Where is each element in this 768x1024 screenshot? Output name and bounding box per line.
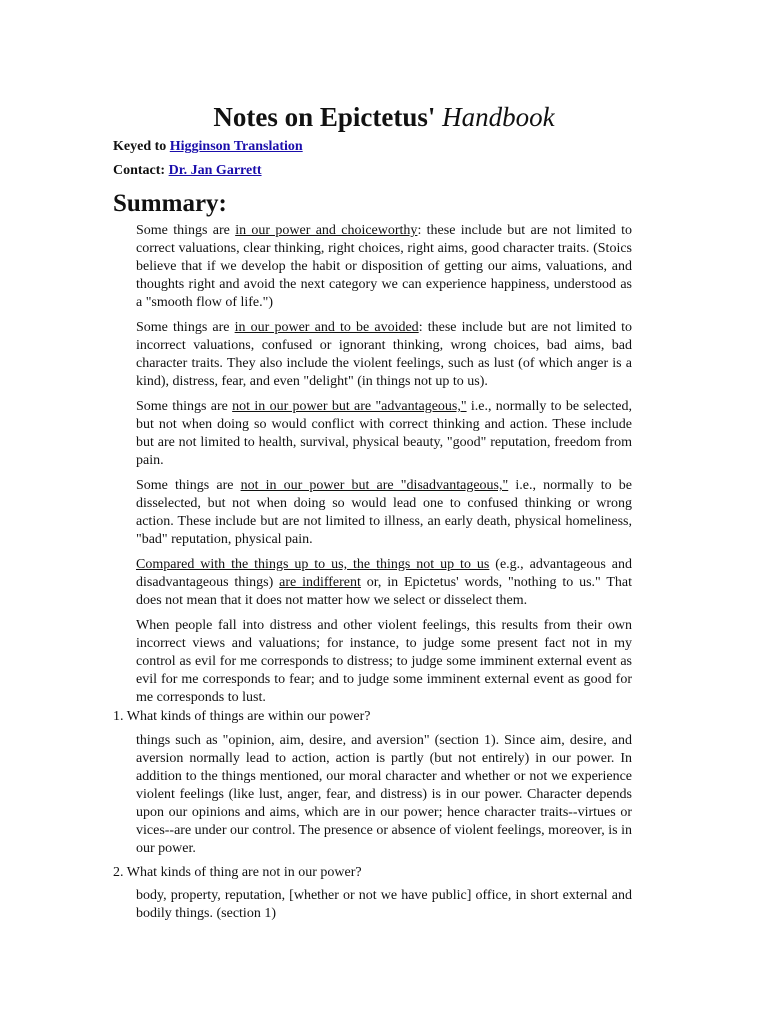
summary-heading: Summary:: [113, 190, 227, 217]
contact-line: [113, 163, 262, 179]
contact-label: Contact:: [113, 163, 166, 178]
answer-2: [136, 887, 632, 930]
summary-paragraph: [136, 477, 632, 549]
question-1: 1. What kinds of things are within our power?: [113, 709, 371, 724]
underlined-phrase: not in our power but are "advantageous,": [232, 399, 467, 414]
underlined-phrase: in our power and to be avoided: [234, 320, 419, 335]
summary-paragraph: [136, 556, 632, 610]
paragraph-text: : these include but are not limited to incorrect valuations, confused or ignorant thinking, wrong choices, bad aims, bad character traits. They also include the violent feelings, such as lust (of which anger is a kind), distress, fear, and even "delight" (in things not up to us).: [136, 320, 632, 389]
summary-paragraph: [136, 398, 632, 470]
paragraph-text: Some things are: [136, 223, 236, 238]
paragraph-text: i.e., normally to be disselected, but not when doing so would lead one to confused thinking or wrong action. These include but are not limited to illness, an early death, physical homeliness, "bad" reputation, physical pain.: [136, 478, 632, 547]
paragraph-text: (e.g., advantageous and disadvantageous things): [136, 557, 632, 590]
paragraph-text: : these include but are not limited to correct valuations, clear thinking, right choices, right aims, good character traits. (Stoics believe that if we develop the habit or disposition of getting our aims, valuations, and thoughts right and avoid the next category we can experience happiness, understood as a "smooth flow of life."): [136, 223, 632, 310]
keyed-label: Keyed to: [113, 139, 167, 154]
paragraph-text: Some things are: [136, 320, 235, 335]
underlined-phrase: are indifferent: [279, 575, 361, 590]
answer-text: things such as "opinion, aim, desire, and aversion" (section 1). Since aim, desire, and aversion normally lead to action, action is partly (but not entirely) in our power. In addition to the things mentioned, our moral character and whether or not we experience violent feelings (like lust, anger, fear, and distress) is in our power. Character depends upon our opinions and aims, which are in our power; hence character traits--virtues or vices--are under our control. The presence or absence of violent feelings, moreover, is in our power.: [136, 733, 632, 856]
summary-paragraph: When people fall into distress and other violent feelings, this results from their own incorrect views and valuations; for instance, to judge some present fact not in my control as evil for me corresponds to distress; to judge some imminent external event as evil for me corresponds to fear; and to judge some imminent external event as good for me corresponds to lust.: [136, 618, 632, 705]
title-main: Notes on Epictetus': [213, 102, 436, 132]
page-title: [0, 97, 768, 137]
underlined-phrase: Compared with the things up to us, the things not up to us: [136, 557, 490, 572]
paragraph-text: Some things are: [136, 399, 233, 414]
answer-text: body, property, reputation, [whether or not we have public] office, in short external and bodily things. (section 1): [136, 888, 632, 921]
paragraph-text: or, in Epictetus' words, "nothing to us." That does not mean that it does not matter how we select or disselect them.: [136, 575, 633, 608]
paragraph-text: i.e., normally to be selected, but not when doing so would conflict with correct thinking and action. These include but are not limited to health, survival, physical beauty, "good" reputation, freedom from pain.: [136, 399, 632, 468]
question-2: 2. What kinds of thing are not in our power?: [113, 865, 362, 880]
underlined-phrase: not in our power but are "disadvantageous,": [240, 478, 509, 493]
summary-paragraph: [136, 222, 632, 312]
answer-1: [136, 732, 632, 865]
keyed-line: [113, 139, 303, 155]
paragraph-text: Some things are: [136, 478, 241, 493]
title-italic: Handbook: [442, 102, 555, 132]
contact-link[interactable]: Dr. Jan Garrett: [168, 163, 262, 178]
summary-section: [136, 222, 632, 714]
higginson-translation-link[interactable]: Higginson Translation: [169, 139, 303, 154]
summary-paragraph: [136, 319, 632, 391]
underlined-phrase: in our power and choiceworthy: [235, 223, 418, 238]
